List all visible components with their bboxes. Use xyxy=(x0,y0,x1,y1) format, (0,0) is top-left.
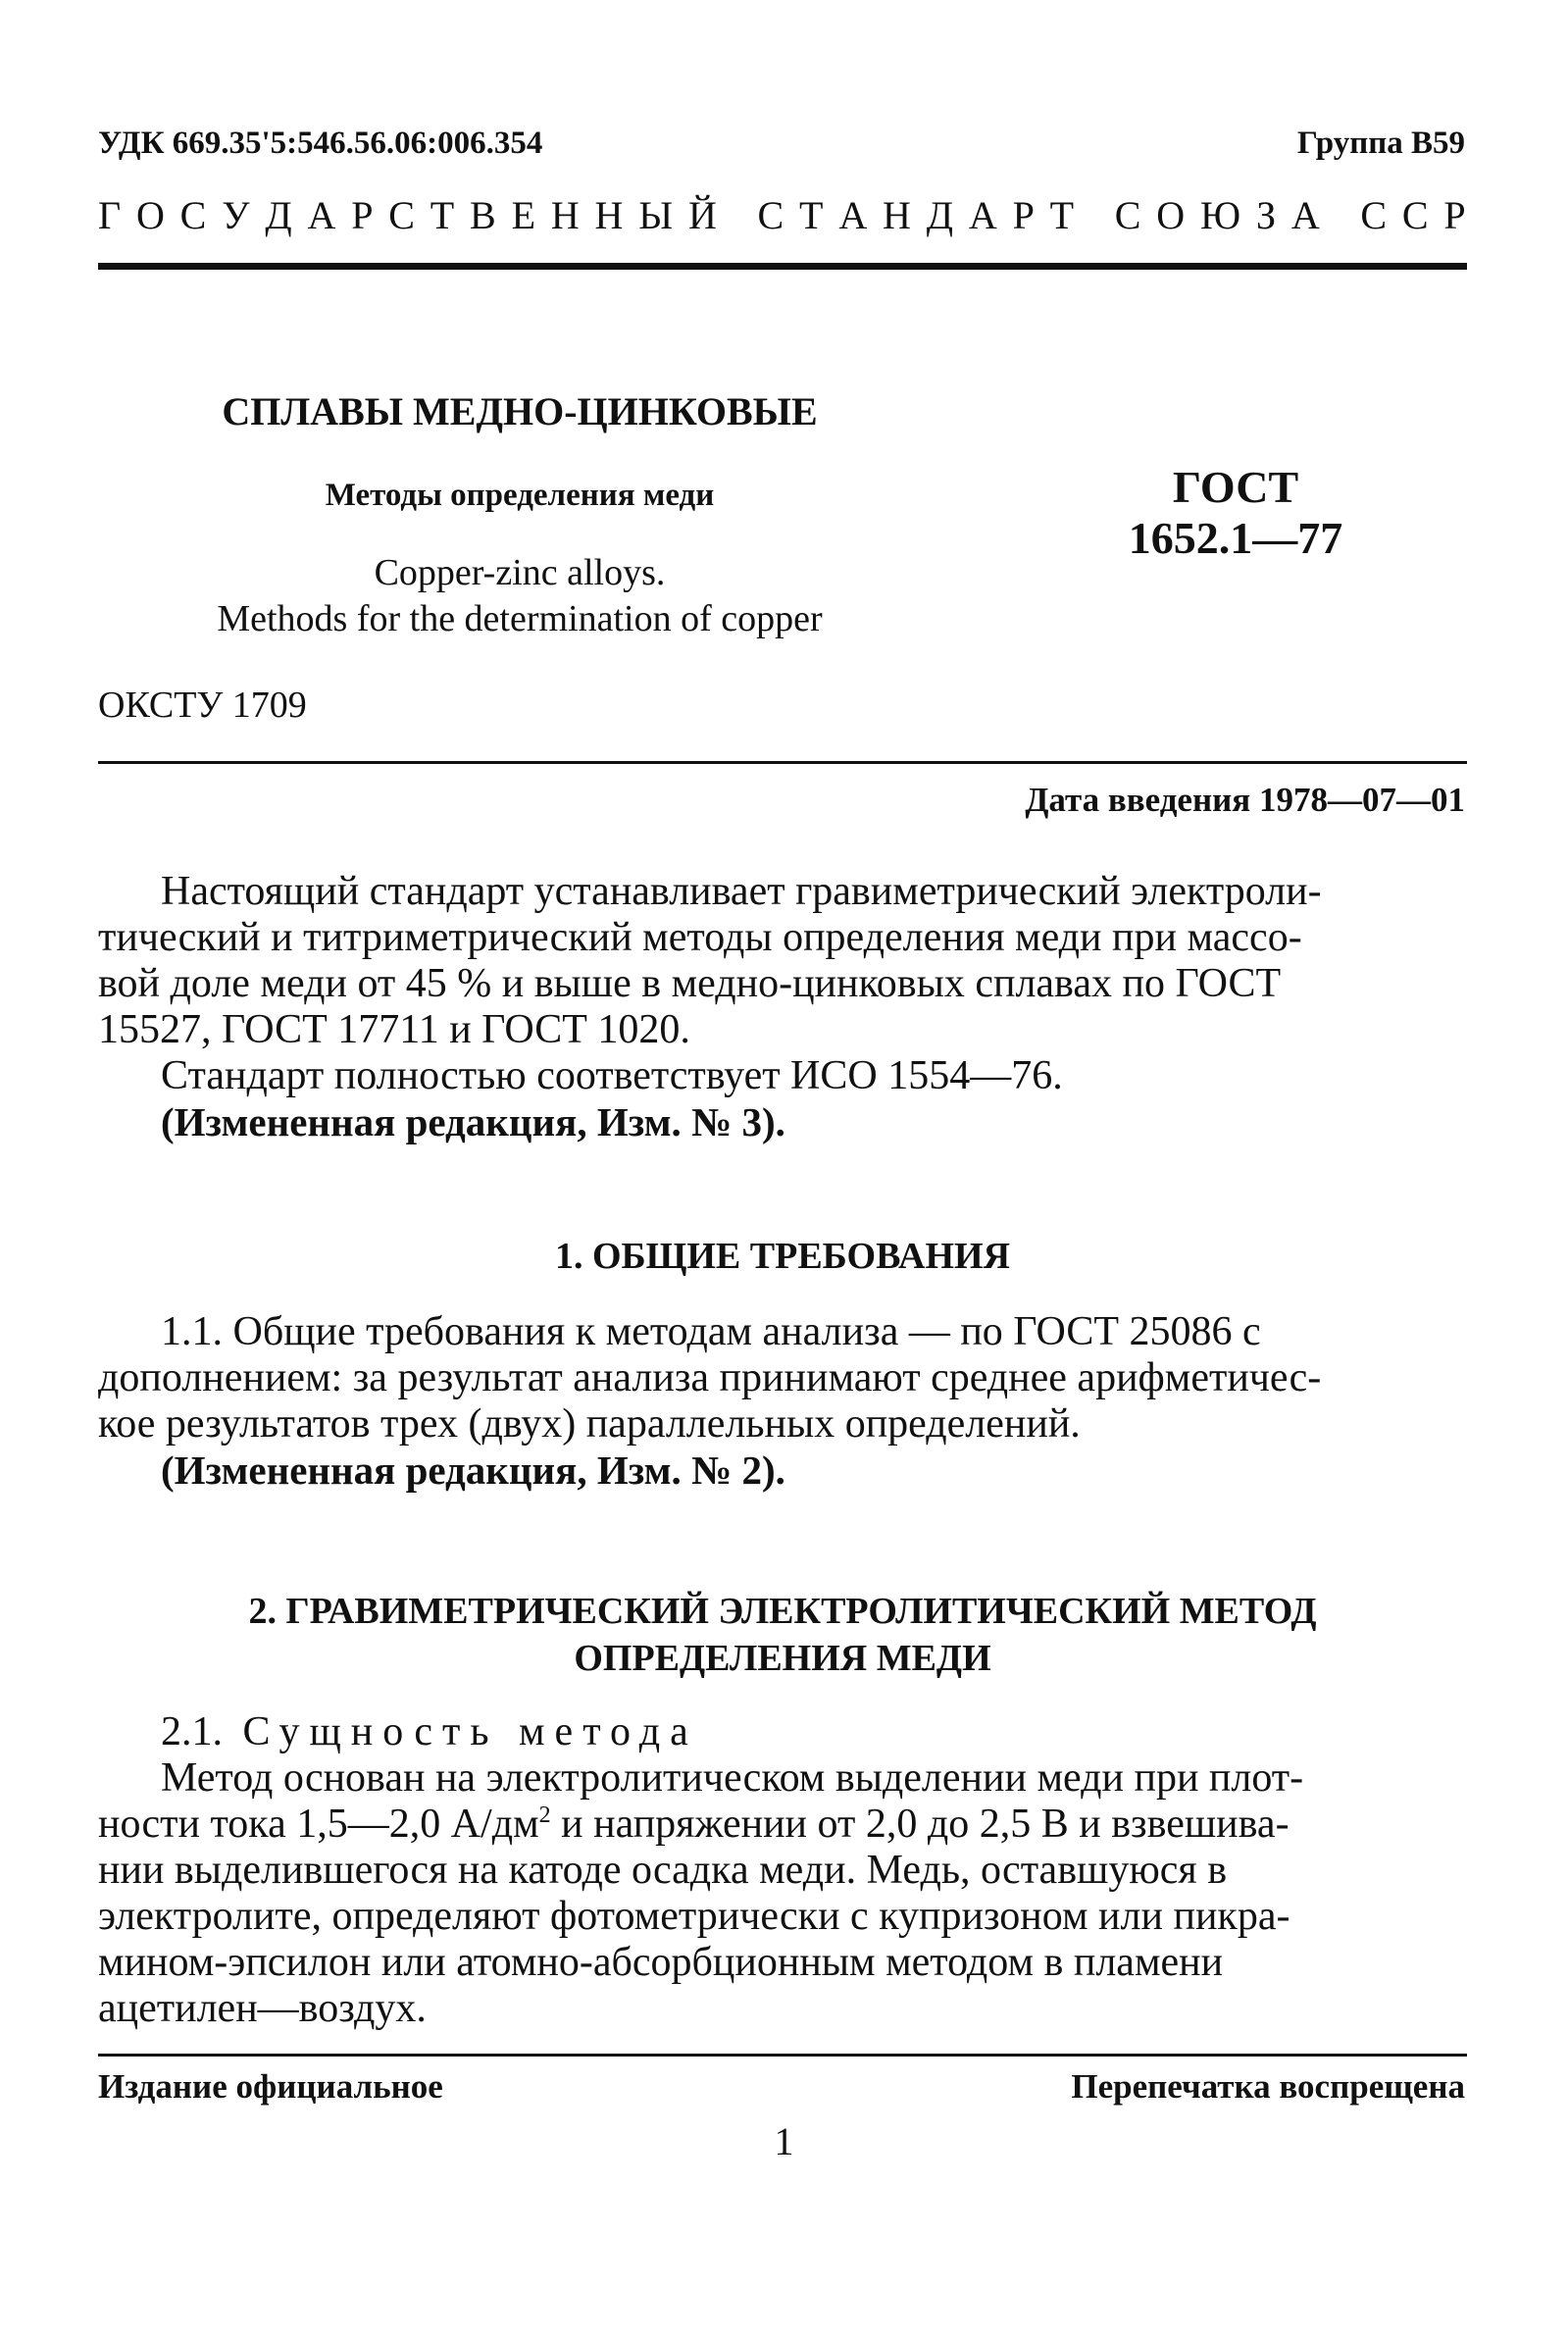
state-standard-letter: Й xyxy=(687,193,717,237)
state-standard-letter: О xyxy=(1156,193,1186,237)
state-standard-letter: Н xyxy=(594,193,624,237)
state-standard-letter: Ы xyxy=(638,193,674,237)
state-standard-letter: А xyxy=(838,193,868,237)
page-number: 1 xyxy=(774,2119,794,2163)
superscript-two: 2 xyxy=(538,1803,551,1828)
subsection-title: Сущность метода xyxy=(242,1709,698,1754)
effective-date: Дата введения 1978—07—01 xyxy=(1025,781,1465,819)
gost-label: ГОСТ xyxy=(1172,462,1299,512)
intro-paragraph xyxy=(98,869,1467,1145)
state-standard-letter: С xyxy=(1401,193,1429,237)
reprint-prohibited: Перепечатка воспрещена xyxy=(1071,2067,1465,2106)
document-subtitle: Методы определения меди xyxy=(325,478,715,513)
state-standard-letter: В xyxy=(470,193,496,237)
state-standard-letter: С xyxy=(1114,193,1141,237)
state-standard-letter: Д xyxy=(265,193,292,237)
section-2-heading-line2: ОПРЕДЕЛЕНИЯ МЕДИ xyxy=(574,1638,991,1679)
state-standard-letter xyxy=(733,192,742,238)
state-standard-letter: Е xyxy=(511,193,535,237)
gost-number: 1652.1—77 xyxy=(1128,513,1343,563)
state-standard-letter: Ю xyxy=(1200,193,1241,237)
state-standard-letter: С xyxy=(388,193,415,237)
subsection-number: 2.1. xyxy=(161,1709,223,1754)
amendment-note-2: (Измененная редакция, Изм. № 2). xyxy=(161,1448,785,1493)
intro-line: Настоящий стандарт устанавливает гравиметрический электроли- xyxy=(161,869,1322,914)
udk-code: УДК 669.35'5:546.56.06:006.354 xyxy=(98,126,543,161)
iso-compliance: Стандарт полностью соответствует ИСО 1554—76. xyxy=(161,1053,1063,1098)
state-standard-letter: З xyxy=(1255,193,1276,237)
english-title-line2: Methods for the determination of copper xyxy=(217,598,823,639)
section-1-line: кое результатов трех (двух) параллельных определений. xyxy=(98,1401,1081,1447)
state-standard-letter: Р xyxy=(1012,193,1035,237)
state-standard-letter: Т xyxy=(799,193,824,237)
state-standard-letter: Г xyxy=(98,193,122,237)
section-2-line: мином-эпсилон или атомно-абсорбционным методом в пламени xyxy=(98,1940,1224,1985)
state-standard-letter xyxy=(1089,192,1099,238)
state-standard-letter: Р xyxy=(351,193,374,237)
official-edition: Издание официальное xyxy=(98,2067,443,2106)
state-standard-letter: С xyxy=(757,193,784,237)
section-2-line: ацетилен—воздух. xyxy=(98,1986,427,2031)
amendment-note-3: (Измененная редакция, Изм. № 3). xyxy=(161,1099,785,1144)
footer-rule xyxy=(98,2054,1467,2057)
section-2-heading-line1: 2. ГРАВИМЕТРИЧЕСКИЙ ЭЛЕКТРОЛИТИЧЕСКИЙ МЕТОД xyxy=(248,1591,1317,1632)
okstu-code: ОКСТУ 1709 xyxy=(98,685,307,726)
state-standard-letter: У xyxy=(222,193,250,237)
voltage-text: и напряжении от 2,0 до 2,5 В и взвешива- xyxy=(550,1802,1290,1847)
section-2-line: электролите, определяют фотометрически с купризоном или пикра- xyxy=(98,1894,1290,1939)
state-standard-letter: С xyxy=(1360,193,1388,237)
section-2-line xyxy=(98,1802,1467,1848)
state-standard-letter: А xyxy=(307,193,336,237)
mid-rule xyxy=(98,761,1467,764)
top-rule xyxy=(98,263,1467,270)
intro-line: тический и титриметрический методы определения меди при массо- xyxy=(98,915,1302,960)
state-standard-letter: Р xyxy=(1443,193,1466,237)
intro-line: вой доле меди от 45 % и выше в медно-цинковых сплавах по ГОСТ xyxy=(98,961,1282,1006)
state-standard-letter: О xyxy=(135,193,165,237)
group-code: Группа В59 xyxy=(1296,126,1465,161)
state-standard-letter: Н xyxy=(550,193,580,237)
section-2-body xyxy=(98,1709,1467,2032)
state-standard-letter: А xyxy=(968,193,997,237)
state-standard-heading xyxy=(98,192,1466,238)
intro-line: 15527, ГОСТ 17711 и ГОСТ 1020. xyxy=(98,1007,690,1052)
state-standard-letter: С xyxy=(179,193,207,237)
section-2-line: нии выделившегося на катоде осадка меди. Медь, оставшуюся в xyxy=(98,1848,1228,1893)
state-standard-letter: А xyxy=(1290,193,1320,237)
state-standard-letter: Т xyxy=(1049,193,1075,237)
section-2-line: Метод основан на электролитическом выделении меди при плот- xyxy=(161,1755,1304,1801)
section-1-line: дополнением: за результат анализа принимают среднее арифметичес- xyxy=(98,1355,1322,1400)
state-standard-letter: Т xyxy=(430,193,455,237)
section-1-line: 1.1. Общие требования к методам анализа — по ГОСТ 25086 с xyxy=(161,1309,1261,1354)
section-1-body xyxy=(98,1309,1467,1494)
english-title-line1: Copper-zinc alloys. xyxy=(374,552,666,593)
subsection-2-1-heading xyxy=(98,1709,1467,1755)
state-standard-letter: Д xyxy=(926,193,954,237)
state-standard-letter: Н xyxy=(883,193,911,237)
current-density-text: ности тока 1,5—2,0 А/дм xyxy=(98,1802,539,1847)
section-1-heading: 1. ОБЩИЕ ТРЕБОВАНИЯ xyxy=(554,1236,1011,1277)
state-standard-letter xyxy=(1336,192,1345,238)
document-title: СПЛАВЫ МЕДНО-ЦИНКОВЫЕ xyxy=(222,389,818,433)
